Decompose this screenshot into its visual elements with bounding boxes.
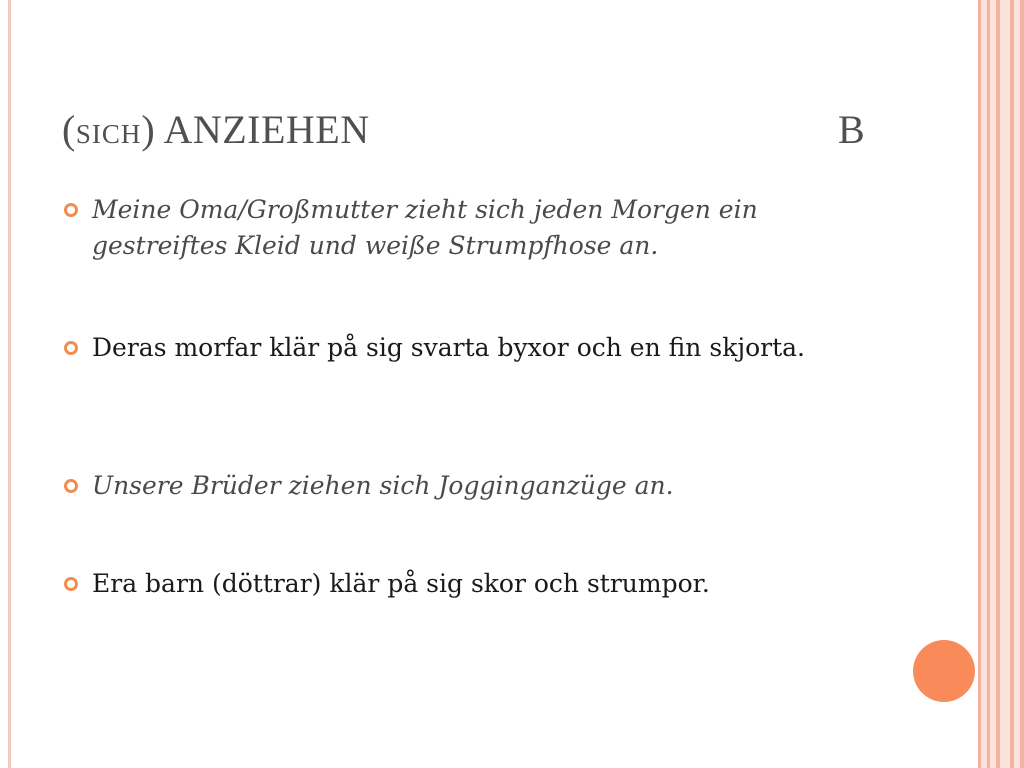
bullet-circle-icon <box>64 341 78 355</box>
list-item <box>62 330 805 366</box>
right-decorative-band <box>978 0 1024 768</box>
title-suffix: B <box>838 107 866 152</box>
bullet-text: Meine Oma/Großmutter zieht sich jeden Morgen ein gestreiftes Kleid und weiße Strumpfhose an. <box>92 195 758 260</box>
title-main-word: ) ANZIEHEN <box>141 107 370 152</box>
bullet-text: Deras morfar klär på sig svarta byxor och en fin skjorta. <box>92 333 805 362</box>
right-stripe <box>987 0 990 768</box>
right-stripe <box>1020 0 1024 768</box>
list-item <box>62 192 882 264</box>
bullet-circle-icon <box>64 203 78 217</box>
right-stripe <box>978 0 981 768</box>
bullet-text: Unsere Brüder ziehen sich Jogginganzüge an. <box>92 471 674 500</box>
title-open-paren: ( <box>62 107 76 152</box>
orange-circle-decoration <box>913 640 975 702</box>
bullet-circle-icon <box>64 577 78 591</box>
right-stripe <box>1010 0 1014 768</box>
bullet-circle-icon <box>64 479 78 493</box>
bullet-text: Era barn (döttrar) klär på sig skor och strumpor. <box>92 569 710 598</box>
right-stripe <box>996 0 1000 768</box>
list-item <box>62 468 674 504</box>
left-accent-line <box>8 0 11 768</box>
slide-title <box>62 104 882 156</box>
title-small-caps: SICH <box>75 119 142 149</box>
list-item <box>62 566 710 602</box>
